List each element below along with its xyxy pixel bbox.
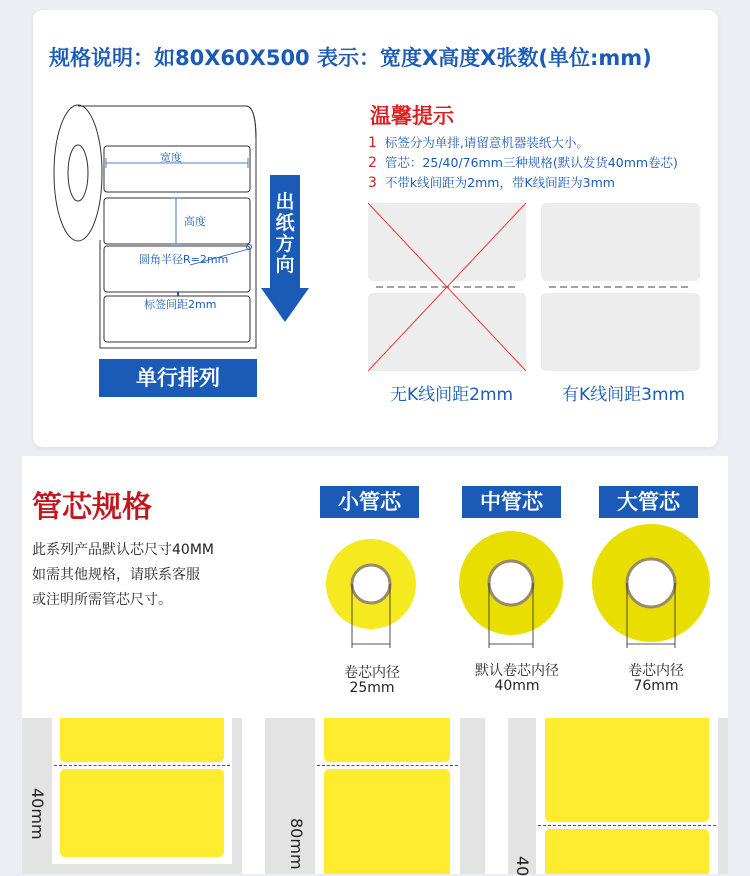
paper-direction-label: 出纸方向 [275, 191, 295, 276]
tube-title: 管芯规格 [32, 490, 152, 525]
spec-title: 规格说明：如80X60X500 表示：宽度X高度X张数(单位:mm) [49, 46, 652, 70]
no-k-line-illustration [368, 203, 528, 373]
with-k-line-illustration [541, 203, 701, 373]
core-illustrations [300, 520, 730, 670]
width-label: 宽度 [160, 151, 182, 164]
large-core-tag: 大管芯 [599, 486, 698, 518]
medium-core-tag: 中管芯 [462, 486, 561, 518]
sample-label [324, 769, 450, 874]
tip-item: 3 不带k线间距为2mm，带K线间距为3mm [368, 175, 615, 191]
sample-label [324, 718, 450, 762]
small-core [326, 539, 416, 648]
height-label: 高度 [184, 215, 206, 228]
with-k-line-label: 有K线间距3mm [562, 385, 686, 405]
sample-label [545, 718, 709, 822]
single-row-tag: 单行排列 [99, 359, 257, 397]
large-core [592, 524, 710, 648]
medium-core [459, 531, 563, 648]
sample-label [60, 769, 224, 857]
medium-core-label: 默认卷芯内径 40mm [475, 663, 559, 694]
tips-title: 温馨提示 [370, 104, 454, 128]
sample-height-label: 40mm [28, 788, 47, 840]
sample-label [545, 829, 709, 874]
no-k-line-label: 无K线间距2mm [390, 385, 514, 405]
tip-item: 1 标签分为单排,请留意机器装纸大小。 [368, 135, 589, 151]
small-core-label: 卷芯内径 25mm [344, 665, 400, 696]
tip-item: 2 管芯：25/40/76mm三种规格(默认发货40mm卷芯) [368, 155, 678, 171]
sample-height-label: 80mm [287, 818, 306, 870]
small-core-tag: 小管芯 [320, 486, 419, 518]
sample-label [60, 718, 224, 762]
large-core-label: 卷芯内径 76mm [628, 663, 684, 694]
gap-label: 标签间距2mm [144, 298, 217, 311]
tube-description: 此系列产品默认芯尺寸40MM 如需其他规格，请联系客服 或注明所需管芯尺寸。 [32, 542, 214, 608]
sample-height-label: 40 [513, 856, 532, 876]
radius-label: 圆角半径R=2mm [139, 253, 229, 266]
